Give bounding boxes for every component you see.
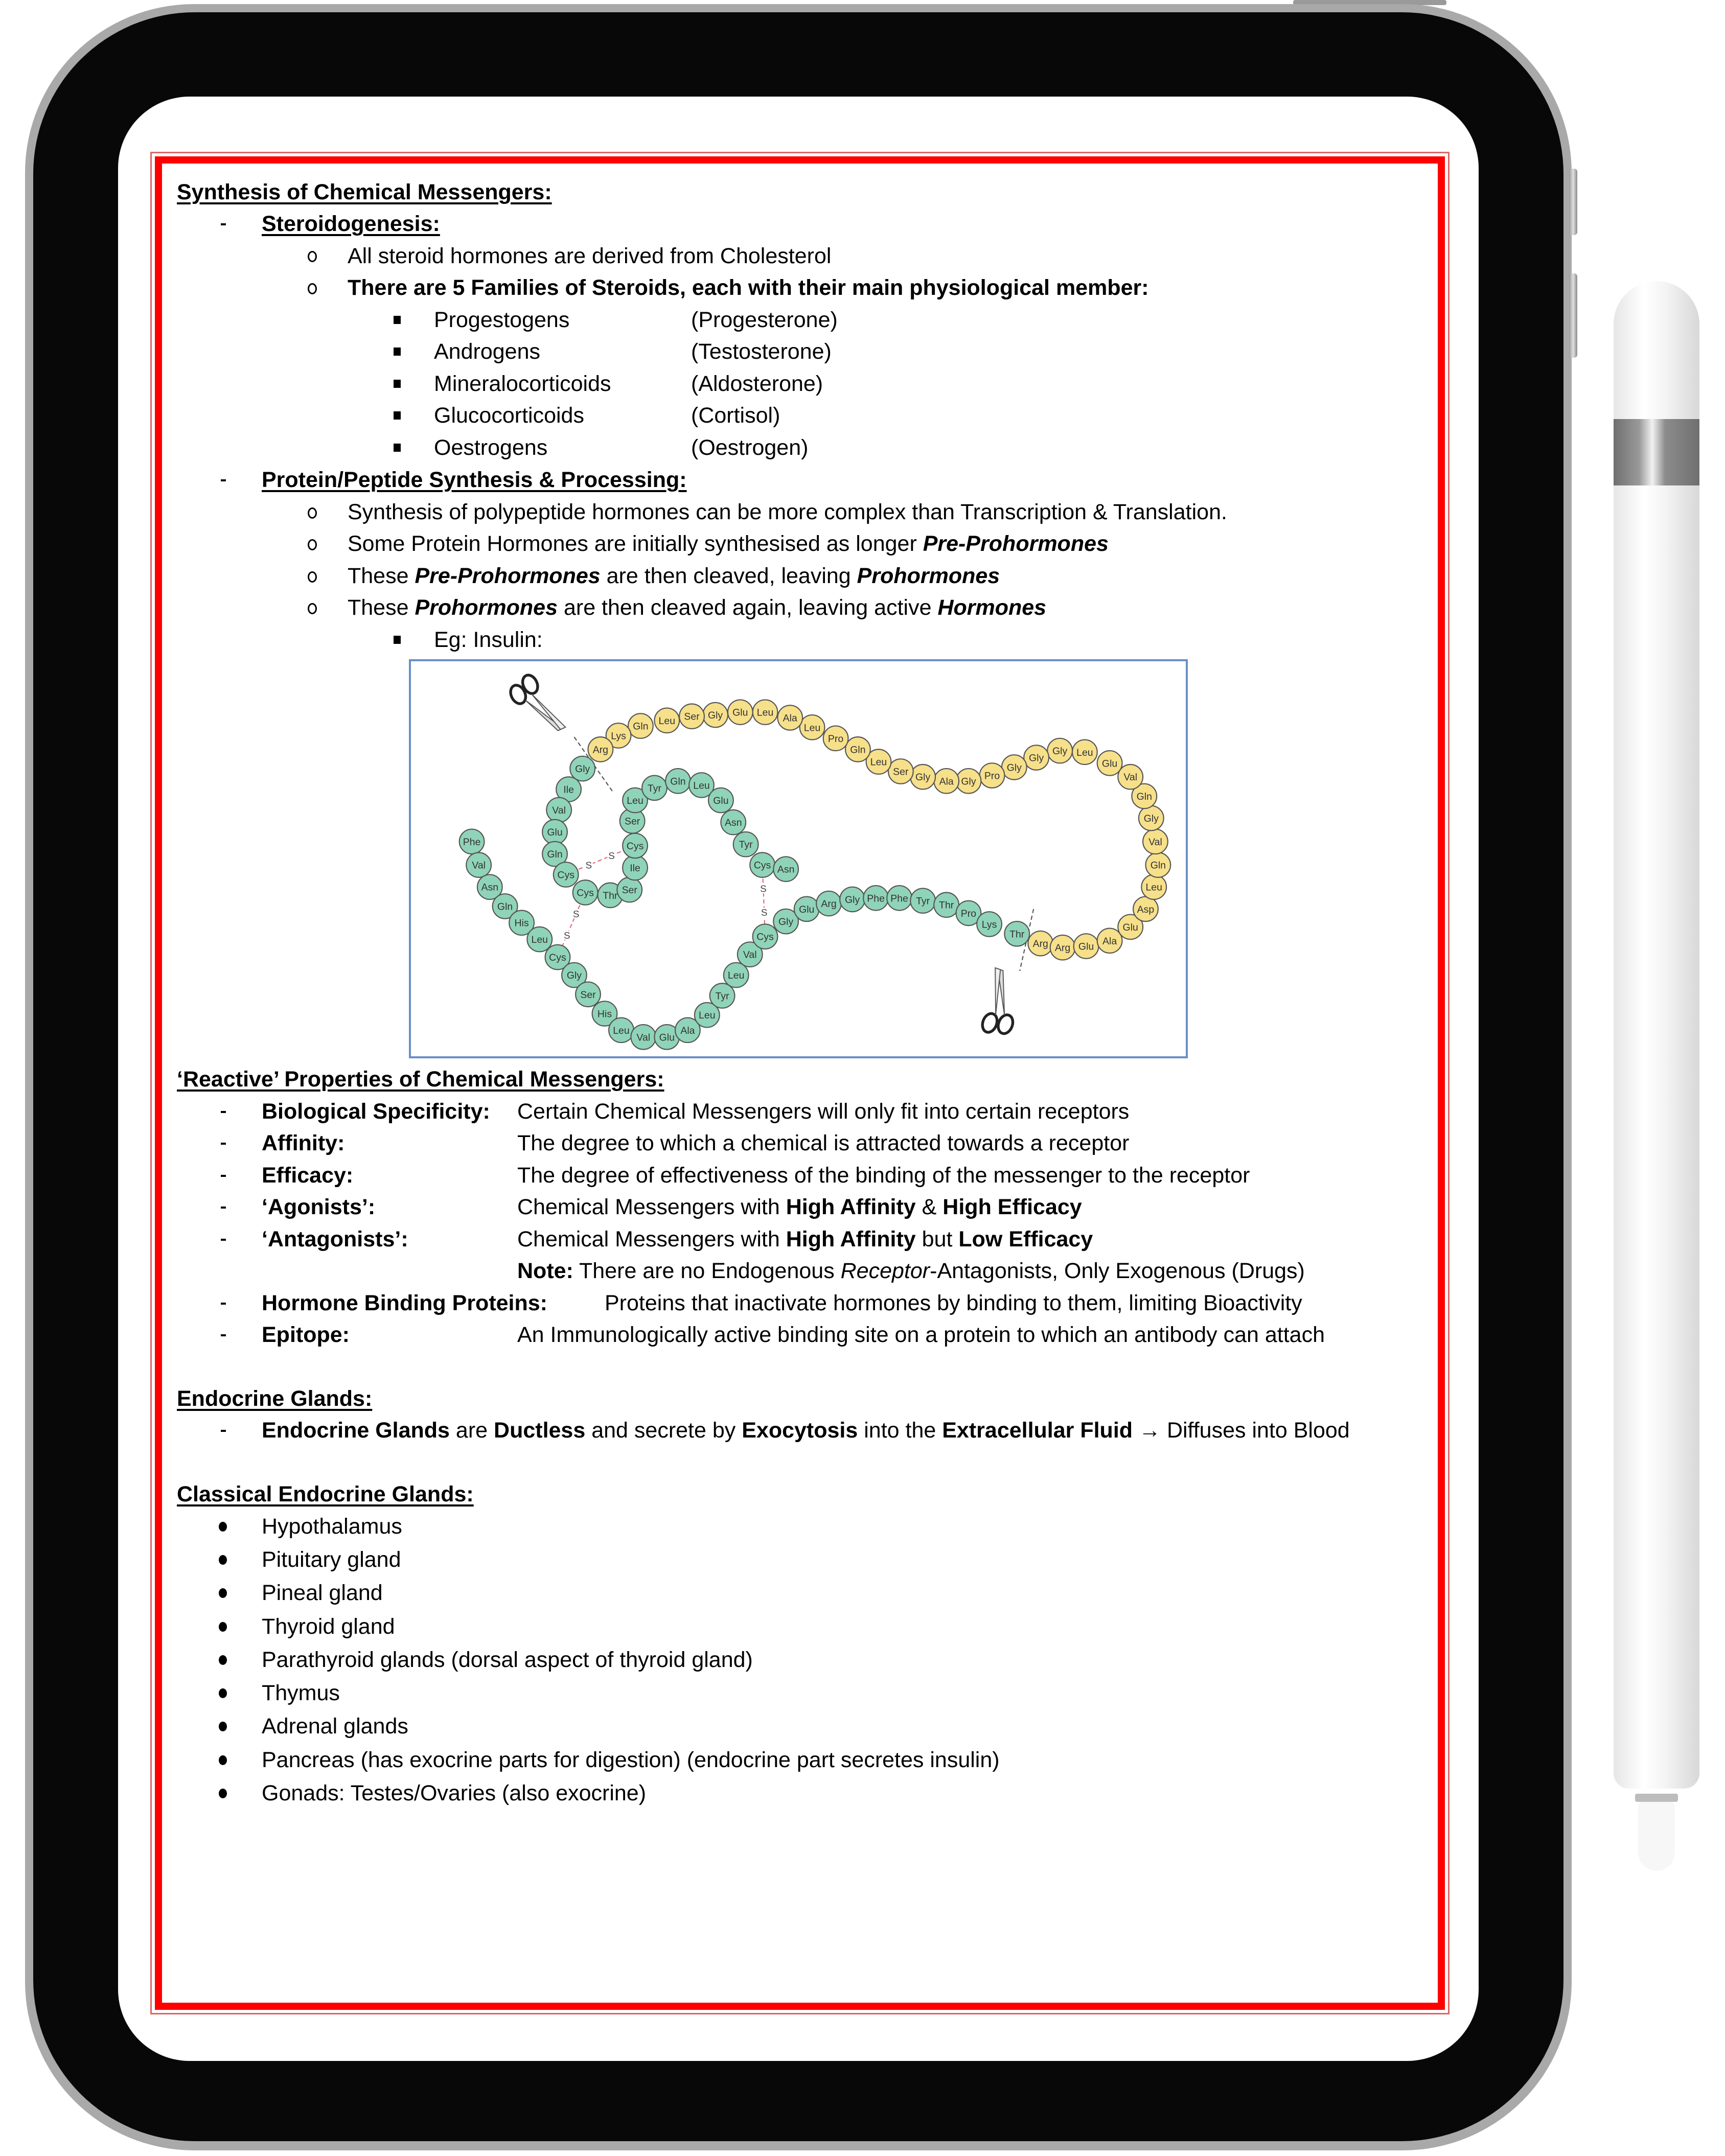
amino-acid-bead [623,833,648,858]
amino-acid-bead [588,737,613,761]
round-bullet [219,1755,227,1765]
gland-item: Hypothalamus [262,1514,402,1539]
amino-acid-bead [1133,897,1158,921]
pencil-tip [1638,1802,1675,1871]
dash-bullet [221,1143,226,1145]
amino-acid-bead [956,769,981,793]
endocrine-definition [262,1415,1350,1446]
amino-acid-bead [750,852,775,877]
svg-text:Leu: Leu [613,1025,630,1036]
amino-acid-bead [703,703,728,727]
family-name: Progestogens [434,308,570,332]
definition [517,1223,1093,1255]
scissors-icon [974,968,1029,1039]
amino-acid-bead [546,798,571,822]
svg-text:Leu: Leu [870,756,887,768]
svg-text:Gln: Gln [497,901,513,913]
emphasis: Hormones [937,595,1047,620]
amino-acid-bead [753,700,778,724]
svg-text:Ser: Ser [684,711,700,723]
amino-acid-bead [573,880,598,905]
amino-acid-bead [679,704,704,728]
text: Chemical Messengers with [517,1227,786,1251]
amino-acid-bead [1118,764,1143,789]
svg-text:Thr: Thr [1009,929,1025,940]
amino-acid-bead [980,763,1005,787]
family-member: (Oestrogen) [691,435,809,460]
heading-reactive-properties: ‘Reactive’ Properties of Chemical Messengers: [177,1067,664,1092]
circle-bullet [308,571,317,583]
svg-text:Leu: Leu [803,722,821,734]
emphasis: High Affinity [786,1195,916,1219]
circle-bullet [308,251,317,262]
text: are [449,1418,494,1443]
emphasis: High Affinity [786,1227,916,1251]
amino-acid-bead [710,983,735,1008]
svg-text:Cys: Cys [577,887,594,899]
circle-bullet [308,283,317,294]
svg-text:Glu: Glu [1101,758,1118,770]
text: but [915,1227,959,1251]
text: These [348,595,415,620]
definition: Proteins that inactivate hormones by binding to them, limiting Bioactivity [605,1291,1302,1315]
emphasis: Endocrine Glands [262,1418,450,1443]
text: into the [858,1418,942,1443]
text: & [915,1195,943,1219]
gland-item: Adrenal glands [262,1714,408,1738]
volume-down-button [1569,273,1577,358]
definition: The degree of effectiveness of the binding of the messenger to the receptor [517,1163,1250,1188]
amino-acid-bead [887,886,912,910]
svg-text:Gln: Gln [850,744,866,756]
amino-acid-bead [642,776,667,800]
amino-acid-bead [753,924,778,948]
amino-acid-bead [1143,829,1168,854]
svg-text:Ala: Ala [939,776,954,787]
family-member: (Testosterone) [691,339,832,364]
heading-classical-glands: Classical Endocrine Glands: [177,1482,474,1506]
definition: The degree to which a chemical is attracted towards a receptor [517,1131,1130,1155]
amino-acid-bead [777,705,802,730]
gland-item: Pituitary gland [262,1547,401,1572]
svg-text:Gly: Gly [961,776,976,787]
emphasis: Low Efficacy [958,1227,1093,1251]
protein-point-3 [348,560,1000,592]
emphasis: Prohormones [857,564,1000,588]
family-name: Oestrogens [434,435,548,460]
text: Chemical Messengers with [517,1195,786,1219]
amino-acid-bead [823,726,848,751]
definition: Certain Chemical Messengers will only fit into certain receptors [517,1099,1130,1124]
stylus-pencil [1614,281,1699,1865]
term: Hormone Binding Proteins: [262,1291,547,1315]
dash-bullet [221,1334,226,1336]
round-bullet [219,1522,227,1532]
term: ‘Agonists’: [262,1195,376,1219]
amino-acid-bead [724,963,749,987]
circle-bullet [308,507,317,519]
circle-bullet [308,539,317,550]
amino-acid-bead [728,700,753,724]
dash-bullet [221,479,226,481]
gland-item: Thyroid gland [262,1614,395,1639]
family-member: (Progesterone) [691,308,838,332]
insulin-diagram [409,659,1188,1058]
amino-acid-bead [554,862,579,887]
amino-acid-bead [665,769,691,793]
svg-text:Gln: Gln [547,849,563,861]
round-bullet [219,1622,227,1632]
amino-acid-bead [654,708,679,733]
amino-acid-bead [845,737,870,761]
svg-text:Val: Val [636,1032,651,1044]
svg-text:Arg: Arg [1054,942,1071,954]
heading-endocrine-glands: Endocrine Glands: [177,1386,373,1411]
amino-acid-bead [609,1018,634,1042]
svg-text:Ile: Ile [630,863,640,874]
antagonist-note [517,1255,1305,1287]
svg-text:S: S [564,930,570,941]
definition [517,1191,1082,1223]
svg-text:Val: Val [472,860,486,871]
svg-text:Lys: Lys [981,919,997,931]
amino-acid-bead [1024,745,1049,770]
svg-text:Ser: Ser [893,766,909,778]
svg-text:Pro: Pro [960,908,977,919]
svg-text:Glu: Glu [732,707,748,718]
svg-text:S: S [585,860,592,871]
text: are then cleaved, leaving [600,564,857,588]
svg-text:Ala: Ala [1102,935,1117,947]
svg-text:Gln: Gln [1150,860,1166,871]
amino-acid-bead [773,856,798,881]
svg-text:Leu: Leu [531,934,548,946]
text: → Diffuses into Blood [1133,1418,1350,1443]
text: and secrete by [585,1418,742,1443]
amino-acid-bead [708,788,733,813]
term: Epitope: [262,1323,350,1347]
svg-text:Glu: Glu [659,1032,675,1044]
gland-item: Pancreas (has exocrine parts for digestion) (endocrine part secretes insulin) [262,1748,1000,1772]
svg-text:Leu: Leu [627,795,643,807]
amino-acid-bead [863,886,888,910]
svg-text:Cys: Cys [756,931,774,943]
text: are then cleaved again, leaving active [558,595,938,620]
svg-text:Glu: Glu [713,795,729,807]
note-label: Note: [517,1259,573,1283]
family-name: Glucocorticoids [434,403,584,428]
scissors-icon [506,670,565,743]
svg-text:Leu: Leu [727,970,745,982]
amino-acid-bead [1072,740,1097,764]
svg-text:Val: Val [1148,836,1162,848]
amino-acid-bead [840,887,865,912]
amino-acid-bead [459,829,485,854]
emphasis: Ductless [494,1418,586,1443]
svg-text:Glu: Glu [1122,921,1138,933]
amino-acid-bead [1002,755,1027,779]
family-member: (Aldosterone) [691,372,823,396]
svg-text:Gly: Gly [915,772,931,783]
svg-text:Tyr: Tyr [916,895,930,907]
amino-acid-bead [1141,874,1166,899]
dash-bullet [221,1175,226,1177]
amino-acid-bead [527,927,552,952]
amino-acid-bead [816,891,841,916]
square-bullet [394,380,401,388]
dash-bullet [221,223,226,225]
svg-text:Tyr: Tyr [715,990,729,1002]
gland-item: Gonads: Testes/Ovaries (also exocrine) [262,1781,647,1805]
amino-acid-bead [800,715,825,739]
svg-text:Ser: Ser [580,989,596,1001]
protein-point-4 [348,592,1046,623]
svg-text:Tyr: Tyr [647,782,661,794]
svg-text:Gly: Gly [1006,762,1022,774]
amino-acid-bead [721,810,746,834]
svg-text:Glu: Glu [799,903,815,915]
dash-bullet [221,1111,226,1113]
round-bullet [219,1555,227,1565]
svg-text:S: S [761,907,768,918]
steroid-point-2: There are 5 Families of Steroids, each with their main physiological member: [348,275,1149,300]
emphasis: High Efficacy [942,1195,1082,1219]
amino-acid-bead [1050,935,1075,960]
amino-acid-bead [628,713,653,738]
svg-text:S: S [572,909,580,920]
term: ‘Antagonists’: [262,1227,408,1251]
svg-text:Ala: Ala [783,712,797,724]
definition: An Immunologically active binding site on a protein to which an antibody can attach [517,1323,1325,1347]
svg-text:Val: Val [552,804,566,816]
emphasis: Exocytosis [742,1418,858,1443]
svg-text:S: S [760,884,767,895]
round-bullet [219,1688,227,1698]
round-bullet [219,1722,227,1731]
insulin-example-label: Eg: Insulin: [434,628,543,652]
amino-acid-bead [631,1025,656,1049]
steroid-point-1: All steroid hormones are derived from Cholesterol [348,244,832,268]
svg-text:Val: Val [1123,772,1138,783]
svg-text:Asn: Asn [481,882,499,893]
emphasis: Extracellular Fluid [942,1418,1133,1443]
term: Affinity: [262,1131,345,1155]
svg-text:Cys: Cys [557,869,574,881]
term: Efficacy: [262,1163,354,1188]
emphasis: Pre-Prohormones [923,531,1109,556]
gland-item: Pineal gland [262,1581,383,1605]
heading-steroidogenesis: Steroidogenesis: [262,212,440,236]
svg-text:Gly: Gly [1143,813,1159,825]
svg-text:Phe: Phe [890,893,908,905]
svg-text:Arg: Arg [1032,938,1048,950]
svg-text:Leu: Leu [699,1010,716,1022]
text: -Antagonists, Only Exogenous (Drugs) [930,1259,1305,1283]
emphasis: Receptor [840,1259,930,1283]
square-bullet [394,347,401,356]
amino-acid-bead [934,769,959,793]
svg-text:Val: Val [743,949,757,961]
amino-acid-bead [617,877,642,902]
svg-text:Cys: Cys [549,952,566,964]
svg-text:Ala: Ala [680,1025,695,1036]
amino-acid-bead [570,756,595,781]
svg-text:Gly: Gly [575,763,590,775]
text: Some Protein Hormones are initially synthesised as longer [348,531,923,556]
proinsulin-chain [411,661,1186,1056]
svg-text:Leu: Leu [658,715,676,727]
text: These [348,564,415,588]
svg-text:Asp: Asp [1137,903,1155,915]
svg-text:Ser: Ser [622,885,637,896]
svg-text:Phe: Phe [867,893,885,905]
square-bullet [394,444,401,452]
square-bullet [394,411,401,420]
svg-text:Thr: Thr [939,899,954,911]
amino-acid-bead [910,888,935,913]
heading-protein-synthesis: Protein/Peptide Synthesis & Processing: [262,468,687,492]
protein-point-1: Synthesis of polypeptide hormones can be more complex than Transcription & Translation. [348,500,1227,524]
dash-bullet [221,1207,226,1209]
svg-text:Ile: Ile [563,784,574,796]
square-bullet [394,316,401,324]
round-bullet [219,1655,227,1665]
family-name: Androgens [434,339,540,364]
svg-text:Gly: Gly [707,710,723,722]
dash-bullet [221,1239,226,1241]
gland-item: Parathyroid glands (dorsal aspect of thyroid gland) [262,1648,753,1672]
square-bullet [394,636,401,644]
heading-synthesis: Synthesis of Chemical Messengers: [177,180,552,204]
amino-acid-bead [1097,929,1122,953]
svg-text:Leu: Leu [693,780,710,792]
svg-text:Cys: Cys [626,840,644,852]
amino-acid-bead [1145,852,1170,877]
term: Biological Specificity: [262,1099,490,1124]
svg-text:Leu: Leu [1076,747,1093,758]
emphasis: Prohormones [415,595,558,620]
svg-text:Pro: Pro [827,733,844,745]
family-name: Mineralocorticoids [434,372,611,396]
svg-text:Thr: Thr [603,890,618,901]
amino-acid-bead [794,897,819,921]
amino-acid-bead [1028,931,1053,956]
amino-acid-bead [733,832,758,856]
svg-text:His: His [597,1008,612,1020]
svg-text:Ser: Ser [624,816,640,827]
svg-text:Glu: Glu [1078,941,1094,953]
amino-acid-bead [1074,934,1099,958]
svg-text:Gly: Gly [566,970,582,982]
svg-text:Asn: Asn [724,817,742,829]
pencil-body [1614,281,1699,1789]
amino-acid-bead [1139,806,1164,830]
family-member: (Cortisol) [691,403,780,428]
circle-bullet [308,603,317,614]
protein-point-2 [348,528,1109,560]
amino-acid-bead [466,852,491,877]
amino-acid-bead [623,855,648,880]
svg-text:Glu: Glu [547,827,563,838]
amino-acid-bead [1097,751,1122,775]
svg-text:Gly: Gly [844,894,860,906]
round-bullet [219,1789,227,1798]
emphasis: Pre-Prohormones [415,564,601,588]
dash-bullet [221,1303,226,1305]
amino-acid-bead [888,759,913,783]
amino-acid-bead [542,820,567,844]
gland-item: Thymus [262,1681,340,1705]
svg-text:Cys: Cys [753,860,771,871]
svg-text:Gln: Gln [633,721,649,732]
svg-text:Gly: Gly [1029,752,1044,764]
text: There are no Endogenous [573,1259,841,1283]
dash-bullet [221,1430,226,1432]
svg-text:Lys: Lys [611,730,626,742]
amino-acid-bead [1004,921,1029,946]
svg-text:Gln: Gln [670,776,686,787]
svg-text:Arg: Arg [821,898,837,910]
pencil-band [1614,419,1699,485]
svg-text:Pro: Pro [984,770,1000,782]
svg-text:Leu: Leu [1145,882,1162,893]
svg-text:Gly: Gly [778,916,794,928]
amino-acid-bead [934,892,959,917]
svg-text:S: S [608,850,615,862]
svg-text:Gln: Gln [1136,791,1152,802]
svg-text:Gly: Gly [1052,746,1068,757]
amino-acid-bead [576,982,601,1007]
amino-acid-bead [977,912,1002,936]
svg-text:Tyr: Tyr [739,839,753,851]
svg-text:Phe: Phe [463,836,481,848]
svg-text:Asn: Asn [777,864,795,875]
svg-text:Arg: Arg [592,744,609,756]
volume-up-button [1569,169,1577,235]
amino-acid-bead [910,764,935,789]
pencil-collar [1635,1794,1678,1802]
svg-text:His: His [514,917,529,929]
amino-acid-bead [1047,738,1072,763]
svg-text:Leu: Leu [756,707,774,718]
round-bullet [219,1588,227,1598]
